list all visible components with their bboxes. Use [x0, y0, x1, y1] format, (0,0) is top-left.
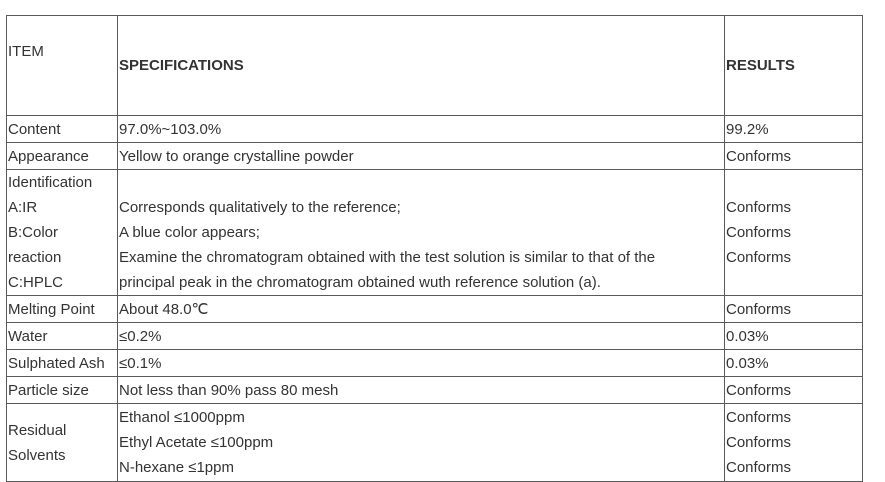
spacer [119, 170, 723, 195]
result-cell: Conforms [725, 143, 863, 170]
item-cell: Appearance [7, 143, 118, 170]
result-cell: 99.2% [725, 116, 863, 143]
item-line: B:Color [8, 224, 59, 241]
spec-cell: About 48.0℃ [118, 296, 725, 323]
result-line: Conforms [726, 199, 792, 216]
spec-cell: ≤0.1% [118, 350, 725, 377]
spec-line: Ethanol ≤1000ppm [119, 409, 245, 426]
spacer [726, 270, 861, 295]
spec-line: N-hexane ≤1ppm [119, 459, 234, 476]
table-row-melting-point [7, 296, 863, 323]
spec-cell: Yellow to orange crystalline powder [118, 143, 725, 170]
table-row-water [7, 323, 863, 350]
table-row-sulphated-ash [7, 350, 863, 377]
spec-cell: 97.0%~103.0% [118, 116, 725, 143]
result-cell: 0.03% [725, 323, 863, 350]
item-cell: Water [7, 323, 118, 350]
item-line: A:IR [8, 199, 38, 216]
item-cell [7, 170, 118, 296]
result-line: Conforms [726, 434, 792, 451]
table-row-particle-size [7, 377, 863, 404]
header-row [7, 16, 863, 116]
result-cell: 0.03% [725, 350, 863, 377]
result-line: Conforms [726, 224, 792, 241]
spec-line: A blue color appears; [119, 224, 260, 241]
result-line: Conforms [726, 459, 792, 476]
result-line: Conforms [726, 409, 792, 426]
item-cell: Sulphated Ash [7, 350, 118, 377]
spec-cell: ≤0.2% [118, 323, 725, 350]
spec-line: Corresponds qualitatively to the reference; [119, 199, 401, 216]
result-cell: Conforms [725, 377, 863, 404]
header-specifications: SPECIFICATIONS [118, 16, 725, 116]
result-cell: Conforms [725, 296, 863, 323]
spec-cell: Not less than 90% pass 80 mesh [118, 377, 725, 404]
item-cell: Particle size [7, 377, 118, 404]
item-line: Residual [8, 421, 67, 439]
item-cell: Content [7, 116, 118, 143]
item-line: Identification [8, 174, 93, 191]
spacer [726, 170, 861, 195]
result-line: Conforms [726, 249, 792, 266]
table-row-identification [7, 170, 863, 296]
table-row-residual-solvents [7, 404, 863, 482]
spec-cell [118, 404, 725, 482]
spec-cell [118, 170, 725, 296]
spec-line: Examine the chromatogram obtained with the test solution is similar to that of the [119, 249, 656, 266]
item-cell: Melting Point [7, 296, 118, 323]
spec-line: principal peak in the chromatogram obtained wuth reference solution (a). [119, 274, 601, 291]
item-cell [7, 404, 118, 482]
item-line: Solvents [8, 446, 66, 464]
header-item: ITEM [7, 16, 118, 116]
header-results: RESULTS [725, 16, 863, 116]
table-row-content [7, 116, 863, 143]
result-cell [725, 170, 863, 296]
specification-table [6, 15, 863, 482]
spec-line: Ethyl Acetate ≤100ppm [119, 434, 274, 451]
item-line: reaction [8, 249, 62, 266]
item-line: C:HPLC [8, 274, 64, 291]
result-cell [725, 404, 863, 482]
table-row-appearance [7, 143, 863, 170]
